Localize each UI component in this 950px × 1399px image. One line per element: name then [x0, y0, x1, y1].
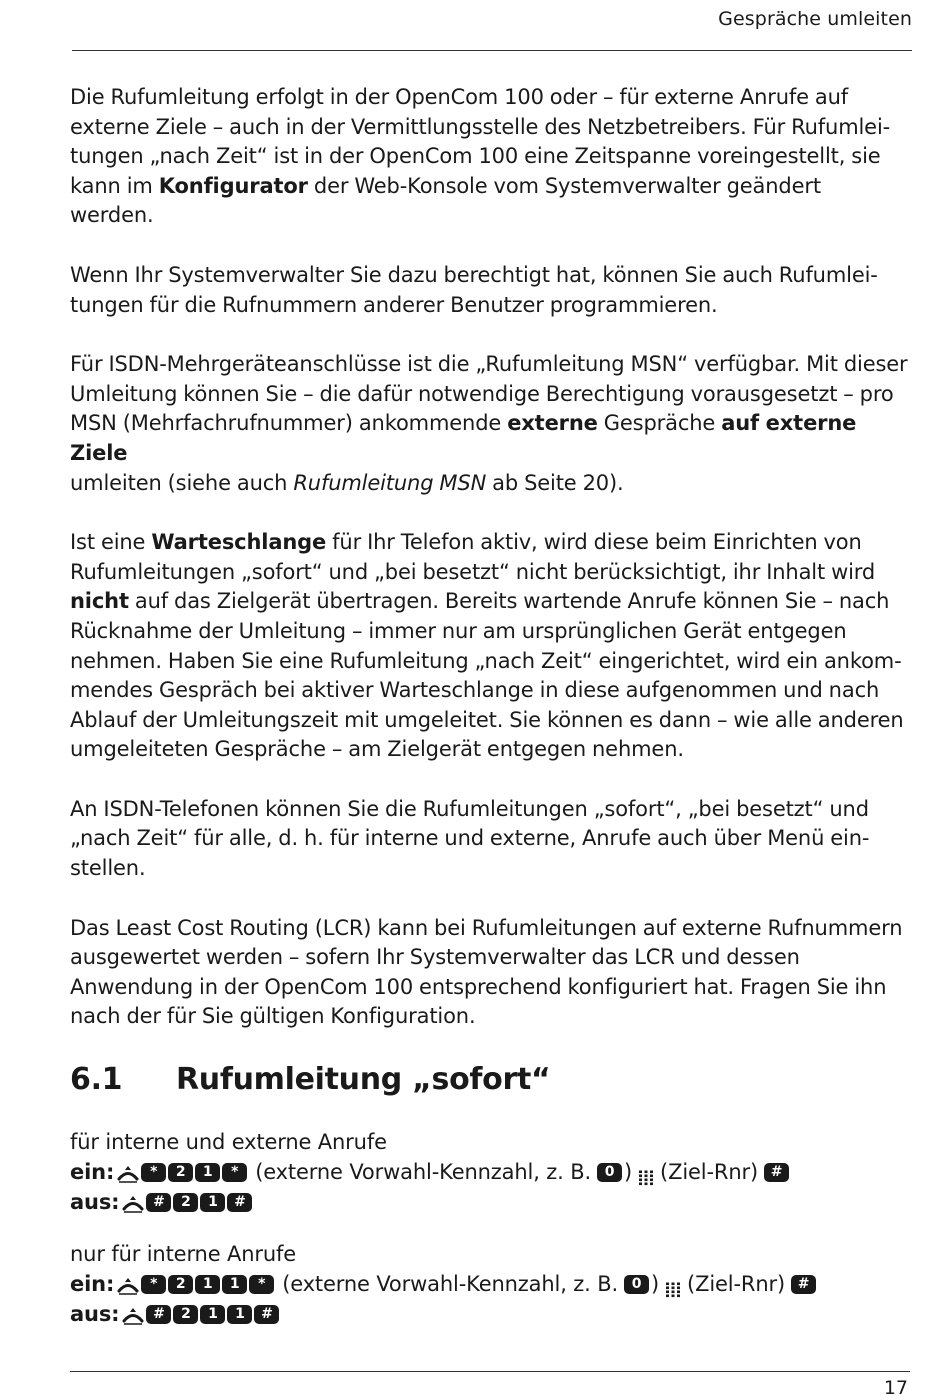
handset-icon [117, 1162, 139, 1182]
digit-key-2: 2 [168, 1275, 193, 1294]
text-line: tungen „nach Zeit“ ist in der OpenCom 100 eine Zeitspanne voreingestellt, sie [70, 144, 881, 169]
section-number: 6.1 [70, 1062, 123, 1098]
bold-term: nicht [70, 589, 129, 614]
text-line: Für ISDN-Mehrgeräteanschlüsse ist die „Rufumleitung MSN“ verfügbar. Mit dieser [70, 352, 908, 377]
hash-key: # [146, 1305, 171, 1324]
hash-key: # [146, 1193, 171, 1212]
paragraph [70, 350, 910, 498]
text-line: mendes Gespräch bei aktiver Warteschlange in diese aufgenommen und nach [70, 678, 880, 703]
page-content [70, 83, 910, 1351]
instruction-text: ) [624, 1160, 633, 1185]
deactivate-label: aus: [70, 1190, 120, 1215]
digit-key-1: 1 [222, 1275, 247, 1294]
deactivate-label: aus: [70, 1302, 120, 1327]
text-run: ab Seite 20). [486, 470, 624, 495]
instruction-text: (Ziel-Rnr) [660, 1160, 759, 1185]
text-run: der Web-Konsole vom Systemverwalter geändert werden. [70, 173, 821, 228]
bold-term: externe [507, 411, 598, 436]
instruction-text: (externe Vorwahl-Kennzahl, z. B. [282, 1272, 618, 1297]
bold-term: Warteschlange [151, 530, 327, 555]
paragraph [70, 83, 910, 231]
handset-icon [122, 1304, 144, 1324]
activate-line [70, 1157, 910, 1187]
handset-icon [122, 1192, 144, 1212]
hash-key: # [227, 1193, 252, 1212]
header-title: Gespräche umleiten [718, 8, 912, 30]
text-line: Rücknahme der Umleitung – immer nur am ursprünglichen Gerät entgegen [70, 618, 847, 643]
hash-key: # [254, 1305, 279, 1324]
deactivate-line [70, 1299, 910, 1329]
digit-key-2: 2 [173, 1305, 198, 1324]
digit-key-0: 0 [597, 1163, 622, 1182]
digit-key-1: 1 [200, 1193, 225, 1212]
text-line: Wenn Ihr Systemverwalter Sie dazu berechtigt hat, können Sie auch Rufumlei- [70, 262, 878, 287]
text-line: ausgewertet werden – sofern Ihr Systemverwalter das LCR und dessen [70, 945, 800, 970]
text-line: nehmen. Haben Sie eine Rufumleitung „nach Zeit“ eingerichtet, wird ein ankom- [70, 648, 902, 673]
text-line: Die Rufumleitung erfolgt in der OpenCom 100 oder – für externe Anrufe auf [70, 85, 849, 109]
handset-icon [117, 1274, 139, 1294]
text-run: für Ihr Telefon aktiv, wird diese beim Einrichten von [326, 530, 862, 555]
paragraph [70, 261, 910, 320]
paragraph [70, 914, 910, 1032]
text-line: nach der für Sie gültigen Konfiguration. [70, 1004, 476, 1029]
digit-key-0: 0 [624, 1275, 649, 1294]
text-line: umgeleiteten Gespräche – am Zielgerät entgegen nehmen. [70, 737, 684, 762]
text-line: tungen für die Rufnummern anderer Benutzer programmieren. [70, 292, 718, 317]
star-key: * [141, 1275, 166, 1294]
page-number: 17 [883, 1377, 908, 1399]
text-line: externe Ziele – auch in der Vermittlungsstelle des Netzbetreibers. Für Rufumlei- [70, 114, 891, 139]
star-key: * [222, 1163, 247, 1182]
instruction-text: (Ziel-Rnr) [687, 1272, 786, 1297]
text-line: Das Least Cost Routing (LCR) kann bei Rufumleitungen auf externe Rufnummern [70, 915, 903, 940]
deactivate-line [70, 1187, 910, 1217]
text-run: Ist eine [70, 530, 152, 555]
procedure-subtitle: für interne und externe Anrufe [70, 1130, 387, 1155]
paragraph [70, 795, 910, 884]
activate-line [70, 1269, 910, 1299]
digit-key-2: 2 [168, 1163, 193, 1182]
paragraph [70, 528, 910, 765]
instruction-text: ) [651, 1272, 660, 1297]
digit-key-1: 1 [227, 1305, 252, 1324]
text-line: Umleitung können Sie – die dafür notwendige Berechtigung vorausgesetzt – pro [70, 381, 894, 406]
page-header [72, 0, 912, 51]
activate-label: ein: [70, 1160, 115, 1185]
keypad-icon [665, 1276, 681, 1292]
section-title: Rufumleitung „sofort“ [176, 1062, 551, 1098]
footer-rule [70, 1371, 910, 1372]
activate-label: ein: [70, 1272, 115, 1297]
text-line: Rufumleitungen „sofort“ und „bei besetzt“ nicht berücksichtigt, ihr Inhalt wird [70, 559, 876, 584]
text-line: Anwendung in der OpenCom 100 entsprechend konfiguriert hat. Fragen Sie ihn [70, 974, 887, 999]
digit-key-1: 1 [200, 1305, 225, 1324]
text-run: umleiten (siehe auch [70, 470, 294, 495]
procedure-block [70, 1239, 910, 1329]
text-line: Ablauf der Umleitungszeit mit umgeleitet. Sie können es dann – wie alle anderen [70, 707, 904, 732]
text-line: stellen. [70, 856, 146, 881]
procedure-subtitle: nur für interne Anrufe [70, 1242, 297, 1267]
text-run: kann im [70, 173, 159, 198]
bold-term: auf externe Ziele [70, 411, 857, 465]
digit-key-1: 1 [195, 1275, 220, 1294]
text-line: „nach Zeit“ für alle, d. h. für interne und externe, Anrufe auch über Menü ein- [70, 826, 870, 851]
star-key: * [141, 1163, 166, 1182]
instruction-text: (externe Vorwahl-Kennzahl, z. B. [255, 1160, 591, 1185]
hash-key: # [791, 1275, 816, 1294]
star-key: * [249, 1275, 274, 1294]
text-line: An ISDN-Telefonen können Sie die Rufumleitungen „sofort“, „bei besetzt“ und [70, 796, 869, 821]
text-run: auf das Zielgerät übertragen. Bereits wartende Anrufe können Sie – nach [128, 589, 890, 614]
text-run: MSN (Mehrfachrufnummer) ankommende [70, 411, 508, 436]
digit-key-1: 1 [195, 1163, 220, 1182]
cross-reference: Rufumleitung MSN [293, 470, 487, 495]
text-run: Gespräche [597, 411, 722, 436]
section-heading [70, 1062, 910, 1097]
procedure-block [70, 1127, 910, 1217]
keypad-icon [638, 1164, 654, 1180]
bold-term: Konfigurator [158, 173, 308, 198]
digit-key-2: 2 [173, 1193, 198, 1212]
hash-key: # [764, 1163, 789, 1182]
